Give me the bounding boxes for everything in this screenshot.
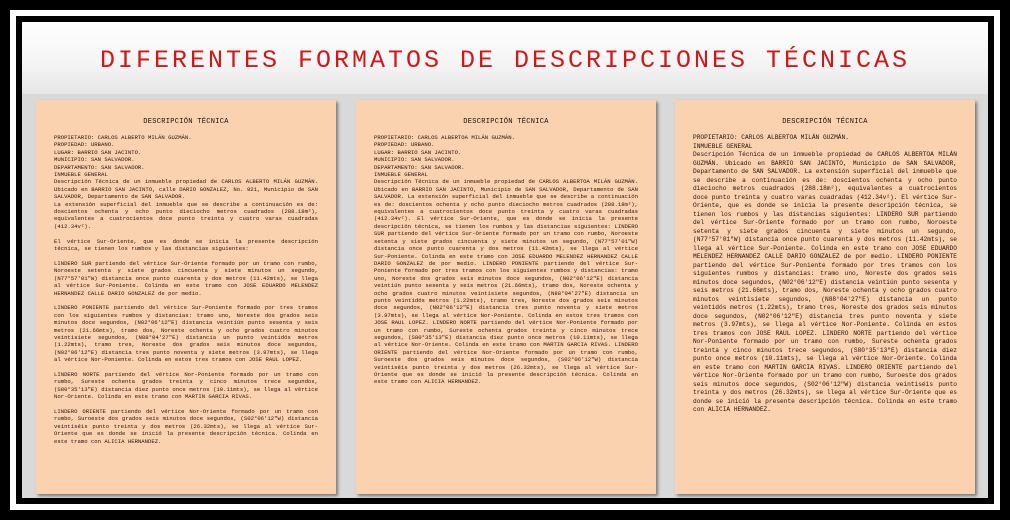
page-body-text: PROPIETARIO: CARLOS ALBERTOA MILÁN GUZMÁN. INMUEBLE GENERAL Descripción Técnica de un inmueble propiedad de CARLOS ALBERTOA MILÁN GUZMÁN. Ubicado en BARRIO SAN JACINTO, Municipio de SAN SALVADOR, Departamento de SAN SALVADOR. La extensión superficial del inmueble que se describe a continuación es de: doscientos ochenta y ocho punto dieciocho metros cuadrados (288.18m²), equivalentes a cuatrocientos doce punto treinta y cuatro varas cuadradas (412.34v²). El vértice Sur-Oriente, que es donde se inicia la presente descripción técnica, se tienen los rumbos y las distancias siguientes: LINDERO SUR partiendo del vértice Sur-Oriente formado por un tramo con rumbo, Noroeste setenta y siete grados cincuenta y siete minutos un segundo, (N77°57'01"W) distancia once punto cuarenta y dos metros (11.42mts), se llega al vértice Sur-Poniente. Colinda en este tramo con JOSE EDUARDO MELENDEZ HERNANDEZ CALLE DARIO GONZALEZ de por medio. LINDERO PONIENTE partiendo del vértice Sur-Poniente formado por tres tramos con los siguientes rumbos y distancias: tramo uno, Noreste dos grados seis minutos doce segundos, (N02°06'12"E) distancia veintiún punto sesenta y seis metros (21.66mts), tramo dos, Noreste ochenta y ocho grados cuatro minutos veintisiete segundos, (N88°04'27"E) distancia un punto veintidós metros (1.22mts), tramo tres, Noreste dos grados seis minutos doce segundos, (N02°06'12"E) distancia tres punto noventa y siete metros (3.97mts), se llega al vértice Nor-Poniente. Colinda en estos tres tramos con JOSE RAUL LOPEZ. LINDERO NORTE partiendo del vértice Nor-Poniente formado por un tramo con rumbo, Sureste ochenta grados treinta y cinco minutos trece segundos, (S80°35'13"E) distancia diez punto once metros (10.11mts), se llega al vértice Nor-Oriente. Colinda en este tramo con MARTIN GARCIA RIVAS. LINDERO ORIENTE partiendo del vértice Nor-Oriente formado por un tramo con rumbo, Suroeste dos grados seis minutos doce segundos, (S02°06'12"W) distancia veintiséis punto treinta y dos metros (26.32mts), se llega al vértice Sur-Oriente que es donde se inició la presente descripción técnica. Colinda en este tramo con ALICIA HERNANDEZ. [693,134,957,413]
slide-canvas [22,22,988,498]
document-page-1 [36,100,336,494]
page-heading: DESCRIPCIÓN TÉCNICA [143,118,229,126]
outer-frame [10,10,1000,510]
page-heading: DESCRIPCIÓN TÉCNICA [782,118,868,126]
page-body-text: PROPIETARIO: CARLOS ALBERTOA MILÁN GUZMÁN. PROPIEDAD: URBANO. LUGAR: BARRIO SAN JACINTO. MUNICIPIO: SAN SALVADOR. DEPARTAMENTO: SAN SALVADOR. INMUEBLE GENERAL Descripción Técnica de un inmueble propiedad de CARLOS ALBERTOA MILÁN GUZMÁN. Ubicado en BARRIO SAN JACINTO, Municipio de SAN SALVADOR, Departamento de SAN SALVADOR. La extensión superficial del inmueble que se describe a continuación es de: doscientos ochenta y ocho punto dieciocho metros cuadrados (288.18m²), equivalentes a cuatrocientos doce punto treinta y cuatro varas cuadradas (412.34v²). El vértice Sur-Oriente, que es donde se inicia la presente descripción técnica, se tienen los rumbos y las distancias siguientes: LINDERO SUR partiendo del vértice Sur-Oriente formado por un tramo con rumbo, Noroeste setenta y siete grados cincuenta y siete minutos un segundo, (N77°57'01"W) distancia once punto cuarenta y dos metros (11.42mts), se llega al vértice Sur-Poniente. Colinda en este tramo con JOSE EDUARDO MELENDEZ HERNANDEZ CALLE DARIO GONZALEZ de por medio. LINDERO PONIENTE partiendo del vértice Sur-Poniente formado por tres tramos con los siguientes rumbos y distancias: tramo uno, Noreste dos grados seis minutos doce segundos, (N02°06'12"E) distancia veintiún punto sesenta y seis metros (21.66mts), tramo dos, Noreste ochenta y ocho grados cuatro minutos veintisiete segundos, (N88°04'27"E) distancia un punto veintidós metros (1.22mts), tramo tres, Noreste dos grados seis minutos doce segundos, (N02°06'12"E) distancia tres punto noventa y siete metros (3.97mts), se llega al vértice Nor-Poniente. Colinda en estos tres tramos con JOSE RAUL LOPEZ. LINDERO NORTE partiendo del vértice Nor-Poniente formado por un tramo con rumbo, Sureste ochenta grados treinta y cinco minutos trece segundos, (S80°35'13"E) distancia diez punto once metros (10.11mts), se llega al vértice Nor-Oriente. Colinda en este tramo con MARTIN GARCIA RIVAS. LINDERO ORIENTE partiendo del vértice Nor-Oriente formado por un tramo con rumbo, Suroeste dos grados seis minutos doce segundos, (S02°06'12"W) distancia veintiséis punto treinta y dos metros (26.32mts), se llega al vértice Sur-Oriente que es donde se inició la presente descripción técnica. Colinda en este tramo con ALICIA HERNANDEZ. [374,134,638,386]
slide-title: DIFERENTES FORMATOS DE DESCRIPCIONES TÉCNICAS [99,46,911,75]
page-heading: DESCRIPCIÓN TÉCNICA [463,118,549,126]
document-page-3 [675,100,975,494]
inner-border [16,16,994,504]
document-page-2 [356,100,656,494]
page-body-text: PROPIETARIO: CARLOS ALBERTO MILÁN GUZMÁN. PROPIEDAD: URBANO. LUGAR: BARRIO SAN JACINTO. MUNICIPIO: SAN SALVADOR. DEPARTAMENTO: SAN SALVADOR. INMUEBLE GENERAL Descripción Técnica de un inmueble propiedad de CARLOS ALBERTO MILÁN GUZMÁN. Ubicado en BARRIO SAN JACINTO, calle DARIO GONZALEZ, No. 921, Municipio de SAN SALVADOR, Departamento de SAN SALVADOR. La extensión superficial del inmueble que se describe a continuación es de: doscientos ochenta y ocho punto dieciocho metros cuadrados (288.18m²), equivalentes a cuatrocientos doce punto treinta y cuatro varas cuadradas (412.34v²). El vértice Sur-Oriente, que es donde se inicia la presente descripción técnica, se tienen los rumbos y las distancias siguientes: LINDERO SUR partiendo del vértice Sur-Oriente formado por un tramo con rumbo, Noroeste setenta y siete grados cincuenta y siete minutos un segundo, (N77°57'01"W) distancia once punto cuarenta y dos metros (11.42mts), se llega al vértice Sur-Poniente. Colinda en este tramo con JOSE EDUARDO MELENDEZ HERNANDEZ CALLE DARIO GONZALEZ de por medio. LINDERO PONIENTE partiendo del vértice Sur-Poniente formado por tres tramos con los siguientes rumbos y distancias: tramo uno, Noreste dos grados seis minutos doce segundos, (N02°06'12"E) distancia veintiún punto sesenta y seis metros (21.66mts), tramo dos, Noreste ochenta y ocho grados cuatro minutos veintisiete segundos, (N88°04'27"E) distancia un punto veintidós metros (1.22mts), tramo tres, Noreste dos grados seis minutos doce segundos, (N02°06'12"E) distancia tres punto noventa y siete metros (3.97mts), se llega al vértice Nor-Poniente. Colinda en estos tres tramos con JOSE RAUL LOPEZ. LINDERO NORTE partiendo del vértice Nor-Poniente formado por un tramo con rumbo, Sureste ochenta grados treinta y cinco minutos trece segundos, (S80°35'13"E) distancia diez punto once metros (10.11mts), se llega al vértice Nor-Oriente. Colinda en este tramo con MARTIN GARCIA RIVAS. LINDERO ORIENTE partiendo del vértice Nor-Oriente formado por un tramo con rumbo, Suroeste dos grados seis minutos doce segundos, (S02°06'12"W) distancia veintiséis punto treinta y dos metros (26.32mts), se llega al vértice Sur-Oriente que es donde se inició la presente descripción técnica. Colinda en este tramo con ALICIA HERNANDEZ. [54,134,318,445]
title-banner [22,22,988,94]
documents-area [22,94,988,498]
